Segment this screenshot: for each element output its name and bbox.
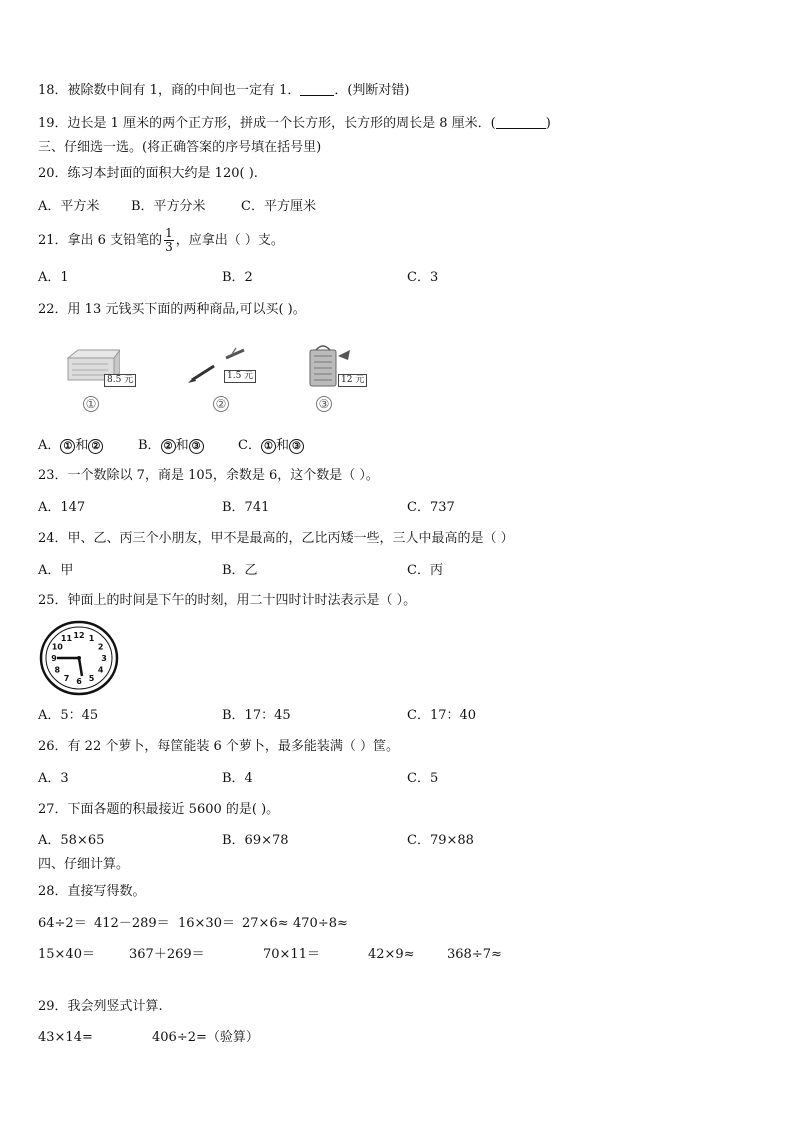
clock-numeral: 1: [88, 634, 95, 644]
option-a[interactable]: A．3: [38, 771, 69, 786]
clock-numeral: 8: [54, 665, 61, 675]
option-b[interactable]: B．69×78: [222, 833, 289, 848]
question-26-text: 26．有 22 个萝卜，每筐能装 6 个萝卜，最多能装满（ ）筐。: [38, 739, 400, 754]
option-b[interactable]: B．2: [222, 270, 253, 285]
question-19: [38, 116, 551, 132]
option-c[interactable]: C．79×88: [407, 833, 474, 848]
calc-item: 43×14=: [38, 1030, 93, 1045]
item-number-2: ②: [213, 396, 229, 412]
question-27-text: 27．下面各题的积最接近 5600 的是( )。: [38, 802, 280, 817]
calc-item: 406÷2=（验算）: [152, 1030, 259, 1045]
question-22-text: 22．用 13 元钱买下面的两种商品,可以买( )。: [38, 302, 306, 317]
question-18: [38, 83, 410, 99]
item-1-mark: ①: [261, 439, 276, 454]
question-29-text: 29．我会列竖式计算.: [38, 999, 163, 1014]
option-c[interactable]: C．17：40: [407, 708, 477, 723]
fraction-one-third: [164, 227, 174, 254]
question-19-text: 19．边长是 1 厘米的两个正方形，拼成一个长方形，长方形的周长是 8 厘米．(: [38, 116, 496, 131]
section-4-heading: 四、仔细计算。: [38, 857, 130, 872]
item-1-mark: ①: [60, 439, 75, 454]
option-and: 和: [175, 438, 189, 453]
section-3-heading: 三、仔细选一选。(将正确答案的序号填在括号里): [38, 140, 322, 155]
option-c[interactable]: C．平方厘米: [241, 199, 316, 214]
option-c[interactable]: C．3: [407, 270, 439, 285]
option-c[interactable]: C．丙: [407, 563, 443, 578]
calc-item: 15×40＝: [38, 947, 95, 962]
option-b[interactable]: B．17：45: [222, 708, 291, 723]
option-b[interactable]: [138, 438, 204, 454]
item-number-1: ①: [83, 396, 99, 412]
question-20-text: 20．练习本封面的面积大约是 120( ).: [38, 166, 258, 181]
calc-item: 27×6≈: [242, 916, 289, 931]
option-a[interactable]: A．5：45: [38, 708, 99, 723]
item-3-mark: ③: [189, 439, 204, 454]
clock-numeral: 5: [88, 673, 95, 683]
option-a[interactable]: A．147: [38, 500, 86, 515]
option-a[interactable]: [38, 438, 103, 454]
clock-numeral: 3: [101, 654, 107, 663]
option-and: 和: [75, 438, 89, 453]
question-23-text: 23．一个数除以 7，商是 105，余数是 6，这个数是（ ）。: [38, 468, 379, 483]
option-a[interactable]: A．1: [38, 270, 69, 285]
option-a[interactable]: A．58×65: [38, 833, 105, 848]
option-c-label: C．: [238, 438, 261, 453]
calc-item: 368÷7≈: [447, 947, 502, 962]
question-19-tail: ): [545, 116, 551, 131]
item-3-mark: ③: [289, 439, 304, 454]
option-and: 和: [275, 438, 289, 453]
option-c[interactable]: C．737: [407, 500, 455, 515]
calc-item: 470÷8≈: [293, 916, 348, 931]
option-c[interactable]: [238, 438, 304, 454]
answer-blank[interactable]: [496, 116, 546, 129]
question-24-text: 24．甲、乙、丙三个小朋友，甲不是最高的，乙比丙矮一些，三人中最高的是（ ）: [38, 531, 514, 546]
fraction-numerator: 1: [165, 226, 173, 240]
option-b[interactable]: B．平方分米: [131, 199, 206, 214]
clock-numeral: 7: [63, 673, 70, 683]
option-b-label: B．: [138, 438, 161, 453]
question-18-text: 18．被除数中间有 1，商的中间也一定有 1．: [38, 83, 301, 98]
calc-item: 16×30＝: [178, 916, 235, 931]
fraction-denominator: 3: [165, 240, 173, 254]
clock-numeral: 12: [73, 631, 85, 640]
item-2-mark: ②: [88, 439, 103, 454]
clock-numeral: 6: [76, 677, 82, 686]
option-b[interactable]: B．4: [222, 771, 253, 786]
calc-item: 42×9≈: [368, 947, 415, 962]
calc-item: 70×11＝: [263, 947, 320, 962]
question-18-tail: ．(判断对错): [334, 83, 410, 98]
clock-numeral: 9: [51, 654, 57, 663]
question-21: [38, 226, 284, 256]
clock-numeral: 4: [97, 665, 104, 675]
option-a-label: A．: [38, 438, 61, 453]
clock-face-image: [39, 620, 119, 696]
calc-item: 64÷2＝: [38, 916, 87, 931]
price-tag: 1.5 元: [224, 370, 256, 383]
item-number-3: ③: [316, 396, 332, 412]
question-21-pre: 21．拿出 6 支铅笔的: [38, 233, 163, 248]
option-b[interactable]: B．741: [222, 500, 270, 515]
price-tag: 12 元: [338, 374, 367, 387]
option-a[interactable]: A．甲: [38, 563, 74, 578]
calc-item: 412－289＝: [94, 916, 170, 931]
option-a[interactable]: A．平方米: [38, 199, 100, 214]
clock-numeral: 2: [97, 642, 104, 652]
question-28-text: 28．直接写得数。: [38, 884, 146, 899]
price-tag: 8.5 元: [104, 374, 136, 387]
question-21-post: ，应拿出（ ）支。: [175, 233, 284, 248]
clock-numeral: 11: [60, 634, 73, 644]
calc-item: 367＋269＝: [129, 947, 205, 962]
clock-numeral: 10: [51, 642, 63, 652]
option-c[interactable]: C．5: [407, 771, 439, 786]
item-2-mark: ②: [161, 439, 176, 454]
answer-blank[interactable]: [300, 83, 334, 96]
question-25-text: 25．钟面上的时间是下午的时刻，用二十四时计时法表示是（ ）。: [38, 593, 417, 608]
option-b[interactable]: B．乙: [222, 563, 258, 578]
